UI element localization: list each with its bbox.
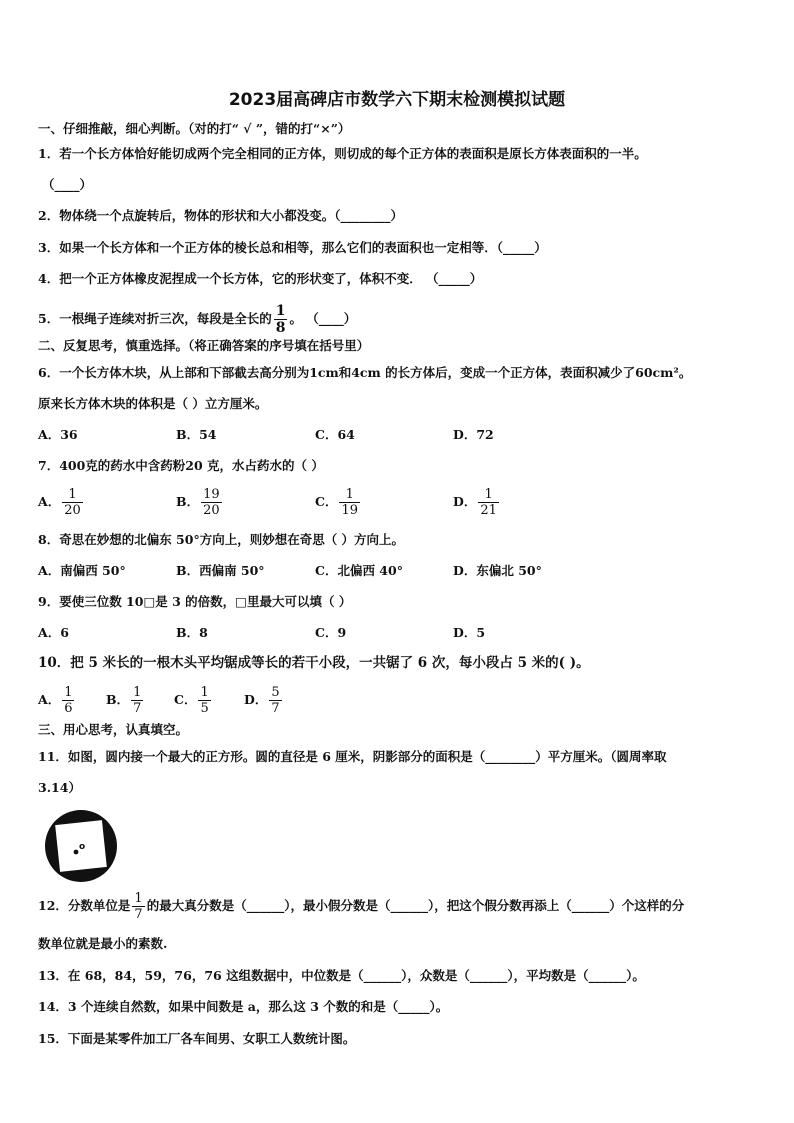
question-8-option-b: B．西偏南 50° [176,563,265,578]
question-7-option-a [38,486,85,518]
question-7-option-d [453,486,501,518]
option-label: B． [176,494,200,509]
question-6-line-1: 6．一个长方体木块，从上部和下部截去高分别为1cm和4cm 的长方体后，变成一个正方体，表面积减少了60cm²。 [38,365,692,380]
question-6-line-2: 原来长方体木块的体积是（ ）立方厘米。 [38,396,268,411]
fraction-denominator: 7 [133,701,142,716]
question-12-text: 12．分数单位是 [38,898,131,913]
question-9-option-c: C．9 [315,625,347,640]
option-label: D． [453,494,477,509]
circle-square-diagram [38,808,124,884]
circle-square-figure [38,808,124,884]
option-label: C． [174,692,197,707]
fraction-denominator: 20 [64,503,81,518]
fraction-numerator: 5 [271,685,280,700]
section-heading-1: 一、仔细推敲，细心判断。（对的打“ √ ”，错的打“×”） [38,121,351,136]
fraction-numerator: 1 [339,488,360,503]
option-label: A． [38,692,61,707]
option-fraction [62,488,83,517]
option-fraction [201,488,222,517]
fraction-denominator: 20 [203,503,220,518]
fraction-numerator: 1 [478,488,499,503]
question-5-fraction [274,304,288,335]
question-12-fraction [132,892,144,921]
fraction-denominator: 19 [341,503,358,518]
question-9-stem: 9．要使三位数 10□是 3 的倍数，□里最大可以填（ ） [38,594,352,609]
question-11-line-2: 3.14） [38,780,81,795]
option-fraction [62,686,74,715]
question-9-option-d: D．5 [453,625,486,640]
question-6-option-d: D．72 [453,427,494,442]
option-label: C． [315,494,338,509]
question-8-stem: 8．奇思在妙想的北偏东 50°方向上，则妙想在奇思（ ）方向上。 [38,532,405,547]
question-10-stem: 10．把 5 米长的一根木头平均锯成等长的若干小段，一共锯了 6 次，每小段占 5 米的( )。 [38,655,590,671]
question-8-option-d: D．东偏北 50° [453,563,542,578]
question-7-option-b [176,486,224,518]
question-5-tail: 。 （____） [289,311,357,326]
fraction-denominator: 7 [134,907,143,922]
option-fraction [339,488,360,517]
question-5 [38,304,356,335]
question-1-answer-blank: （____） [42,177,93,192]
question-8-option-a: A．南偏西 50° [38,563,126,578]
question-10-option-b [106,684,145,716]
question-4: 4．把一个正方体橡皮泥捏成一个长方体，它的形状变了，体积不变． （_____） [38,271,483,286]
question-5-text: 5．一根绳子连续对折三次，每段是全长的 [38,311,272,326]
question-9-option-a: A．6 [38,625,69,640]
option-fraction [198,686,210,715]
fraction-denominator: 21 [480,503,497,518]
fraction-numerator: 19 [203,487,220,502]
fraction-denominator: 5 [200,701,209,716]
fraction-numerator: 1 [200,685,209,700]
question-15: 15．下面是某零件加工厂各车间男、女职工人数统计图。 [38,1031,356,1046]
question-6-option-b: B．54 [176,427,217,442]
option-label: B． [106,692,130,707]
question-7-option-c [315,486,362,518]
question-12-line-2: 数单位就是最小的素数. [38,936,168,951]
option-fraction [131,686,143,715]
section-heading-2: 二、反复思考，慎重选择。（将正确答案的序号填在括号里） [38,338,370,353]
option-label: D． [244,692,268,707]
fraction-denominator: 8 [275,320,286,336]
question-9-option-b: B．8 [176,625,208,640]
option-label: A． [38,494,61,509]
fraction-numerator: 1 [64,685,73,700]
question-12-tail: 的最大真分数是（______），最小假分数是（______），把这个假分数再添上（______）个这样的分 [146,898,685,913]
question-2: 2．物体绕一个点旋转后，物体的形状和大小都没变。（________） [38,208,403,223]
question-10-option-a [38,684,76,716]
question-10-option-c [174,684,213,716]
center-label: o [79,842,86,852]
question-11-line-1: 11．如图，圆内接一个最大的正方形。圆的直径是 6 厘米，阴影部分的面积是（________）平方厘米。（圆周率取 [38,749,667,764]
question-14: 14．3 个连续自然数，如果中间数是 a，那么这 3 个数的和是（_____）。 [38,999,449,1014]
question-8-option-c: C．北偏西 40° [315,563,403,578]
fraction-numerator: 1 [275,303,286,319]
question-13: 13．在 68，84，59，76，76 这组数据中，中位数是（______），众数是（______），平均数是（______）。 [38,968,645,983]
fraction-numerator: 1 [62,488,83,503]
question-7-stem: 7．400克的药水中含药粉20 克，水占药水的（ ） [38,458,324,473]
fraction-numerator: 1 [134,891,143,906]
question-1-line-1: 1．若一个长方体恰好能切成两个完全相同的正方体，则切成的每个正方体的表面积是原长方体表面积的一半。 [38,146,647,161]
fraction-denominator: 7 [271,701,280,716]
question-6-option-a: A．36 [38,427,78,442]
question-6-option-c: C．64 [315,427,355,442]
fraction-numerator: 1 [133,685,142,700]
center-point [74,850,79,855]
section-heading-3: 三、用心思考，认真填空。 [38,722,189,737]
question-3: 3．如果一个长方体和一个正方体的棱长总和相等，那么它们的表面积也一定相等．（_____） [38,240,547,255]
question-10-option-d [244,684,284,716]
question-12-line-1 [38,888,684,924]
fraction-denominator: 6 [64,701,73,716]
option-fraction [269,686,281,715]
page-title: 2023届高碑店市数学六下期末检测模拟试题 [228,90,566,110]
option-fraction [478,488,499,517]
